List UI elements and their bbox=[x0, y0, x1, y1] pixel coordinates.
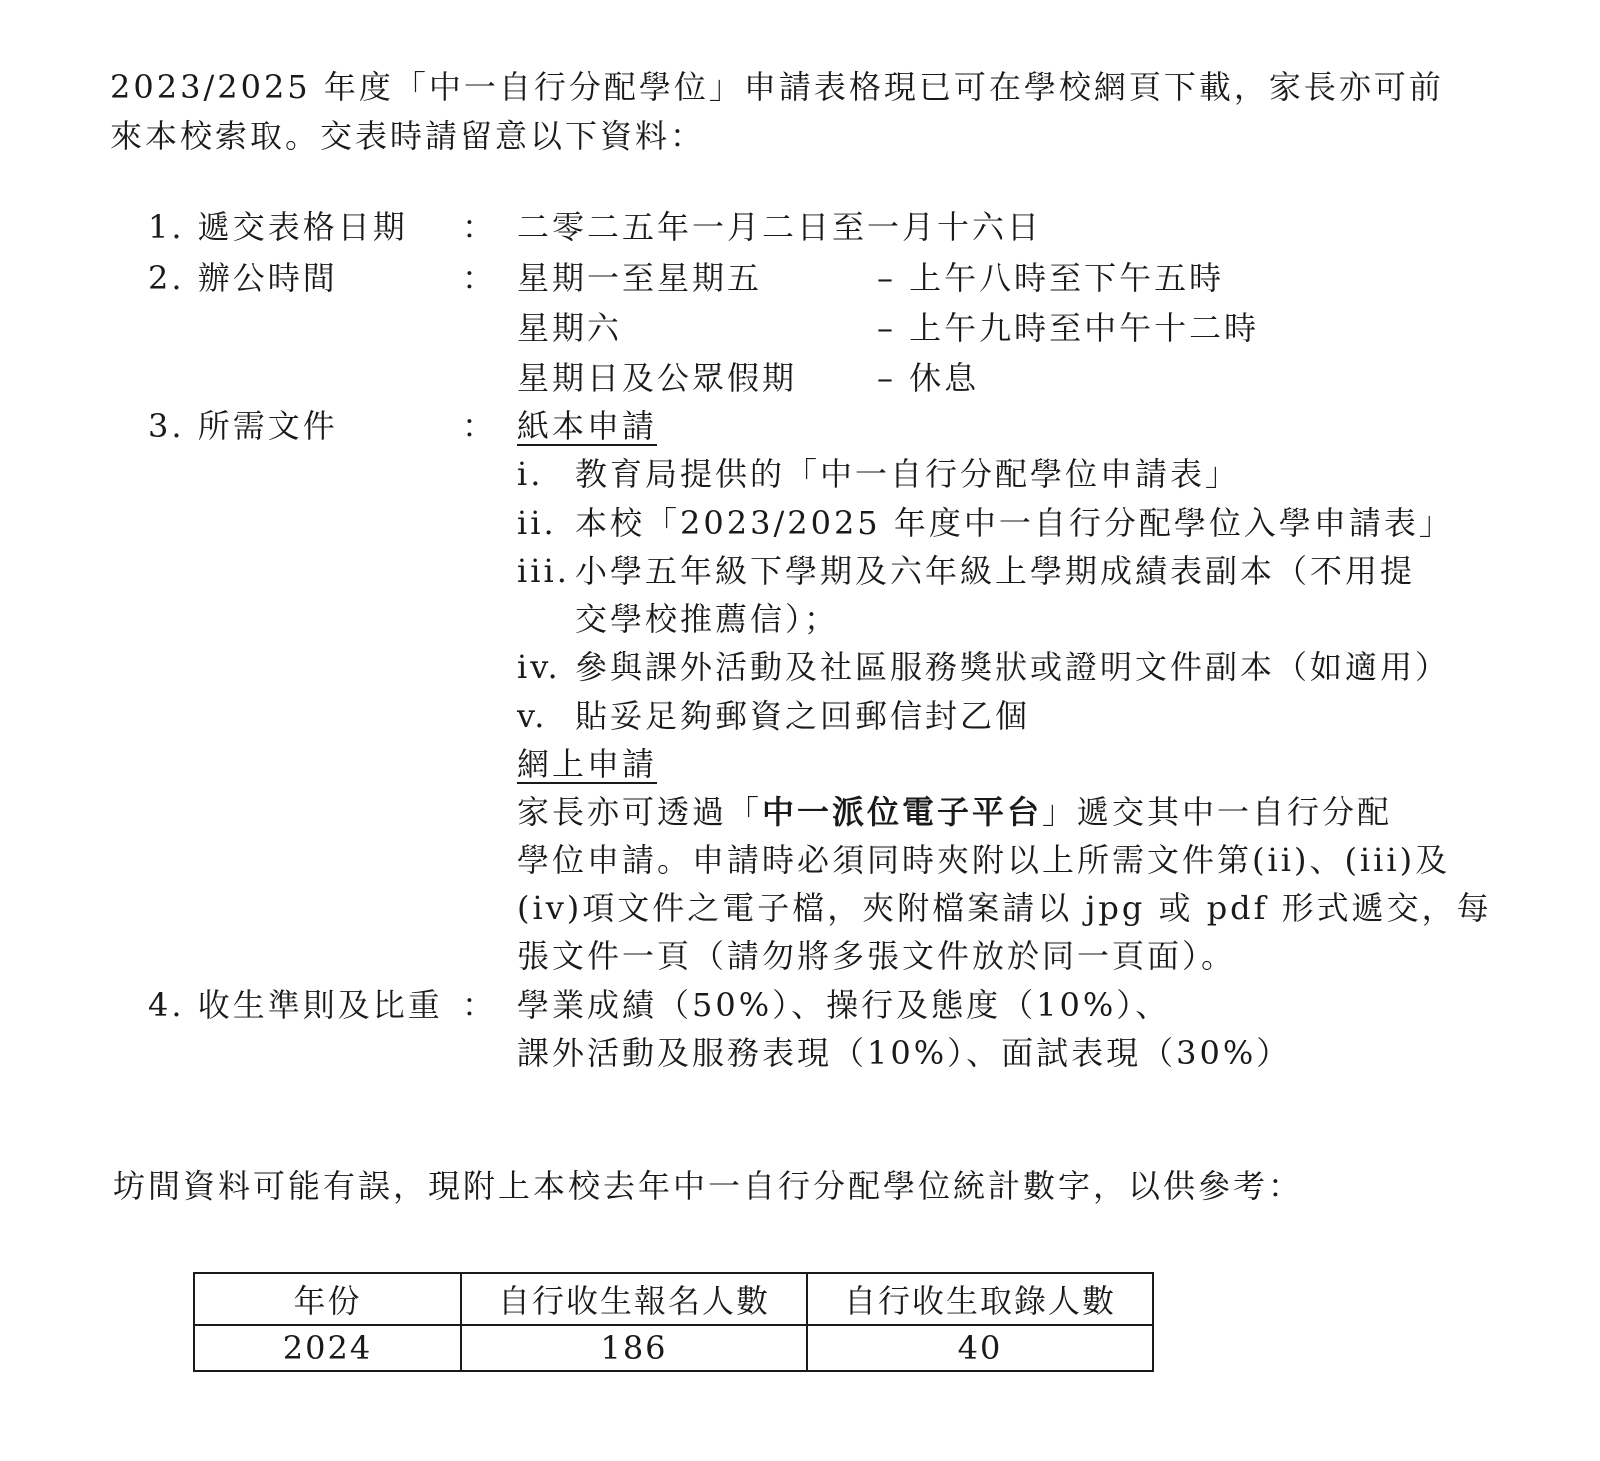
online-line-2: 學位申請。申請時必須同時夾附以上所需文件第(ii)、(iii)及 bbox=[517, 841, 1451, 879]
online-line-4: 張文件一頁（請勿將多張文件放於同一頁面）。 bbox=[517, 937, 1237, 975]
hours-time-3: – 休息 bbox=[877, 359, 980, 397]
criteria-line-2: 課外活動及服務表現（10%）、面試表現（30%） bbox=[517, 1034, 1292, 1072]
doc-num-1: i. bbox=[517, 455, 544, 493]
item-1-label: 1. 遞交表格日期 bbox=[148, 208, 408, 246]
item-3-colon: ： bbox=[462, 407, 498, 445]
online-platform-name: 中一派位電子平台 bbox=[762, 793, 1043, 831]
doc-text-3: 小學五年級下學期及六年級上學期成績表副本（不用提 bbox=[575, 552, 1416, 590]
hours-day-2: 星期六 bbox=[517, 309, 623, 347]
intro-line-2: 來本校索取。交表時請留意以下資料： bbox=[110, 117, 706, 155]
admission-stats-table bbox=[193, 1272, 1154, 1372]
doc-num-2: ii. bbox=[517, 504, 557, 542]
online-line-1-post: 」遞交其中一自行分配 bbox=[1042, 793, 1393, 831]
item-2-colon: ： bbox=[462, 259, 498, 297]
criteria-line-1: 學業成績（50%）、操行及態度（10%）、 bbox=[517, 986, 1171, 1024]
hours-day-3: 星期日及公眾假期 bbox=[517, 359, 798, 397]
intro-line-1: 2023/2025 年度「中一自行分配學位」申請表格現已可在學校網頁下載，家長亦可前 bbox=[110, 68, 1444, 106]
hours-day-1: 星期一至星期五 bbox=[517, 259, 763, 297]
online-line-1-pre: 家長亦可透過「 bbox=[517, 793, 763, 831]
online-line-3: (iv)項文件之電子檔，夾附檔案請以 jpg 或 pdf 形式遞交，每 bbox=[517, 889, 1492, 927]
item-4-label: 4. 收生準則及比重 bbox=[148, 986, 443, 1024]
item-2-label: 2. 辦公時間 bbox=[148, 259, 338, 297]
cell-applicants: 186 bbox=[461, 1325, 807, 1371]
doc-text-3-cont: 交學校推薦信）； bbox=[575, 600, 840, 638]
header-year: 年份 bbox=[194, 1273, 461, 1325]
doc-text-4: 參與課外活動及社區服務獎狀或證明文件副本（如適用） bbox=[575, 648, 1451, 686]
stats-intro: 坊間資料可能有誤，現附上本校去年中一自行分配學位統計數字，以供參考： bbox=[113, 1167, 1304, 1205]
online-line-1 bbox=[517, 792, 1392, 832]
hours-time-2: – 上午九時至中午十二時 bbox=[877, 309, 1260, 347]
item-1-colon: ： bbox=[462, 208, 498, 246]
cell-admitted: 40 bbox=[807, 1325, 1153, 1371]
doc-num-3: iii. bbox=[517, 552, 570, 590]
header-applicants: 自行收生報名人數 bbox=[461, 1273, 807, 1325]
online-application-heading: 網上申請 bbox=[517, 745, 658, 783]
item-4-colon: ： bbox=[462, 986, 498, 1024]
paper-application-heading: 紙本申請 bbox=[517, 407, 658, 445]
doc-text-2: 本校「2023/2025 年度中一自行分配學位入學申請表」 bbox=[575, 504, 1454, 542]
item-1-value: 二零二五年一月二日至一月十六日 bbox=[517, 208, 1043, 246]
doc-text-1: 教育局提供的「中一自行分配學位申請表」 bbox=[575, 455, 1241, 493]
hours-time-1: – 上午八時至下午五時 bbox=[877, 259, 1225, 297]
doc-num-4: iv. bbox=[517, 648, 561, 686]
table-header-row bbox=[194, 1273, 1153, 1325]
cell-year: 2024 bbox=[194, 1325, 461, 1371]
item-3-label: 3. 所需文件 bbox=[148, 407, 338, 445]
doc-text-5: 貼妥足夠郵資之回郵信封乙個 bbox=[575, 697, 1031, 735]
header-admitted: 自行收生取錄人數 bbox=[807, 1273, 1153, 1325]
table-row bbox=[194, 1325, 1153, 1371]
doc-num-5: v. bbox=[517, 697, 548, 735]
